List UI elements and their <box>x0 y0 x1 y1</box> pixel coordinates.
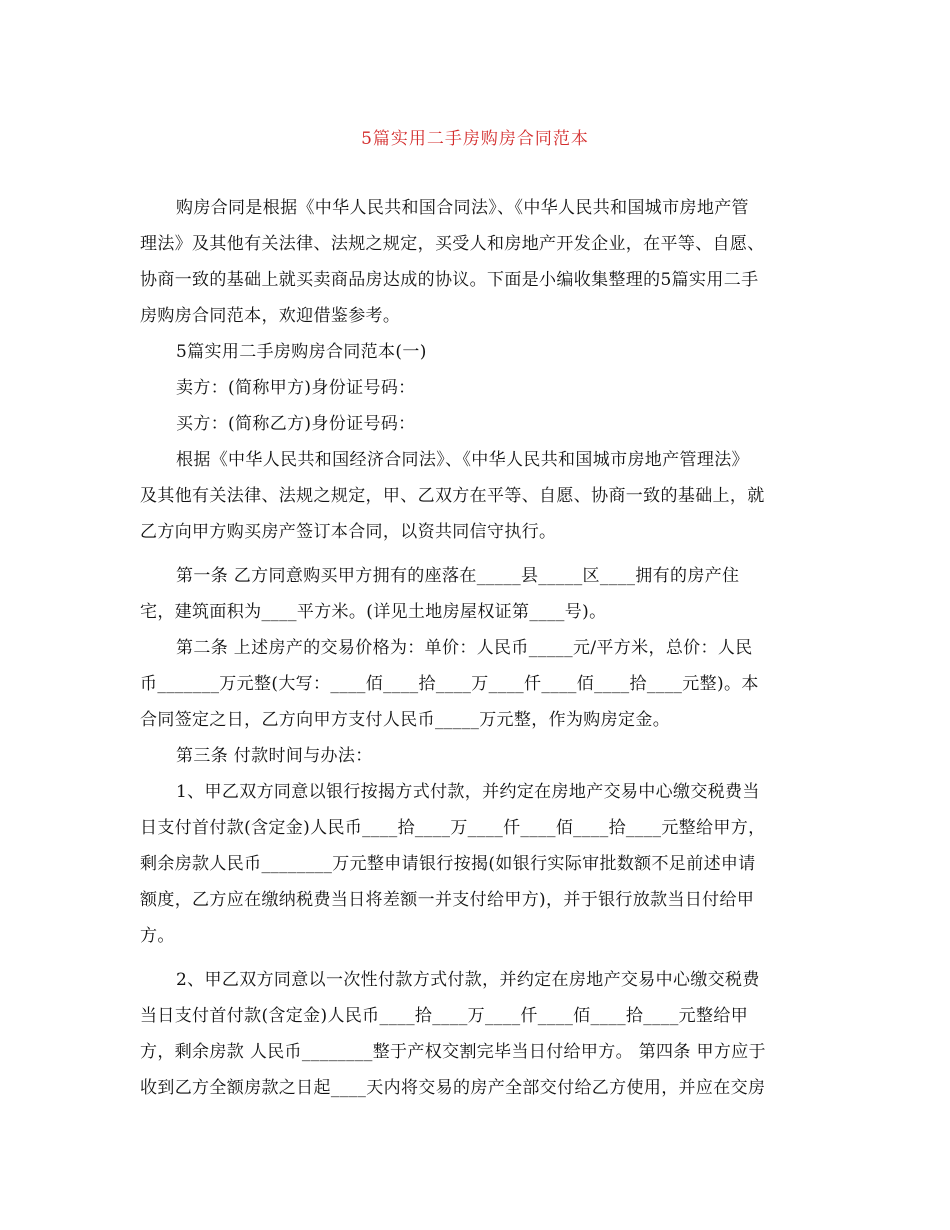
document-title: 5篇实用二手房购房合同范本 <box>361 129 589 149</box>
article-3-heading: 第三条 付款时间与办法： <box>176 746 373 766</box>
paragraph-line: 及其他有关法律、法规之规定，甲、乙双方在平等、自愿、协商一致的基础上，就 <box>140 486 765 506</box>
section-heading: 5篇实用二手房购房合同范本(一) <box>176 342 427 362</box>
paragraph-line: 乙方向甲方购买房产签订本合同，以资共同信守执行。 <box>140 522 557 542</box>
clause-1-line: 额度，乙方应在缴纳税费当日将差额一并支付给甲方)，并于银行放款当日付给甲 <box>140 890 755 910</box>
clause-1-line: 方。 <box>140 926 175 946</box>
clause-2-line: 方，剩余房款 人民币________整于产权交割完毕当日付给甲方。 第四条 甲方应于 <box>140 1042 766 1062</box>
buyer-line: 买方：(简称乙方)身份证号码： <box>176 414 416 434</box>
paragraph-line: 根据《中华人民共和国经济合同法》、《中华人民共和国城市房地产管理法》 <box>176 450 749 470</box>
clause-1-line: 日支付首付款(含定金)人民币____拾____万____仟____佰____拾____元整给甲方， <box>140 818 766 838</box>
seller-line: 卖方：(简称甲方)身份证号码： <box>176 378 416 398</box>
paragraph-line: 购房合同是根据《中华人民共和国合同法》、《中华人民共和国城市房地产管 <box>176 198 749 218</box>
article-2-line: 第二条 上述房产的交易价格为：单价：人民币_____元/平方米，总价：人民 <box>176 638 753 658</box>
article-4-line: 收到乙方全额房款之日起____天内将交易的房产全部交付给乙方使用，并应在交房 <box>140 1078 766 1098</box>
paragraph-line: 理法》及其他有关法律、法规之规定，买受人和房地产开发企业，在平等、自愿、 <box>140 234 765 254</box>
article-2-line: 合同签定之日，乙方向甲方支付人民币_____万元整，作为购房定金。 <box>140 710 671 730</box>
clause-2-line: 当日支付首付款(含定金)人民币____拾____万____仟____佰____拾____元整给甲 <box>140 1006 749 1026</box>
article-2-line: 币_______万元整(大写：____佰____拾____万____仟____佰____拾____元整)。本 <box>140 674 759 694</box>
clause-1-line: 1、甲乙双方同意以银行按揭方式付款，并约定在房地产交易中心缴交税费当 <box>176 782 760 802</box>
clause-1-line: 剩余房款人民币________万元整申请银行按揭(如银行实际审批数额不足前述申请 <box>140 854 756 874</box>
article-1-line: 宅，建筑面积为____平方米。(详见土地房屋权证第____号)。 <box>140 602 607 622</box>
paragraph-line: 协商一致的基础上就买卖商品房达成的协议。下面是小编收集整理的5篇实用二手 <box>140 270 759 290</box>
clause-2-line: 2、甲乙双方同意以一次性付款方式付款，并约定在房地产交易中心缴交税费 <box>176 970 760 990</box>
article-1-line: 第一条 乙方同意购买甲方拥有的座落在_____县_____区____拥有的房产住 <box>176 566 740 586</box>
paragraph-line: 房购房合同范本，欢迎借鉴参考。 <box>140 306 401 326</box>
